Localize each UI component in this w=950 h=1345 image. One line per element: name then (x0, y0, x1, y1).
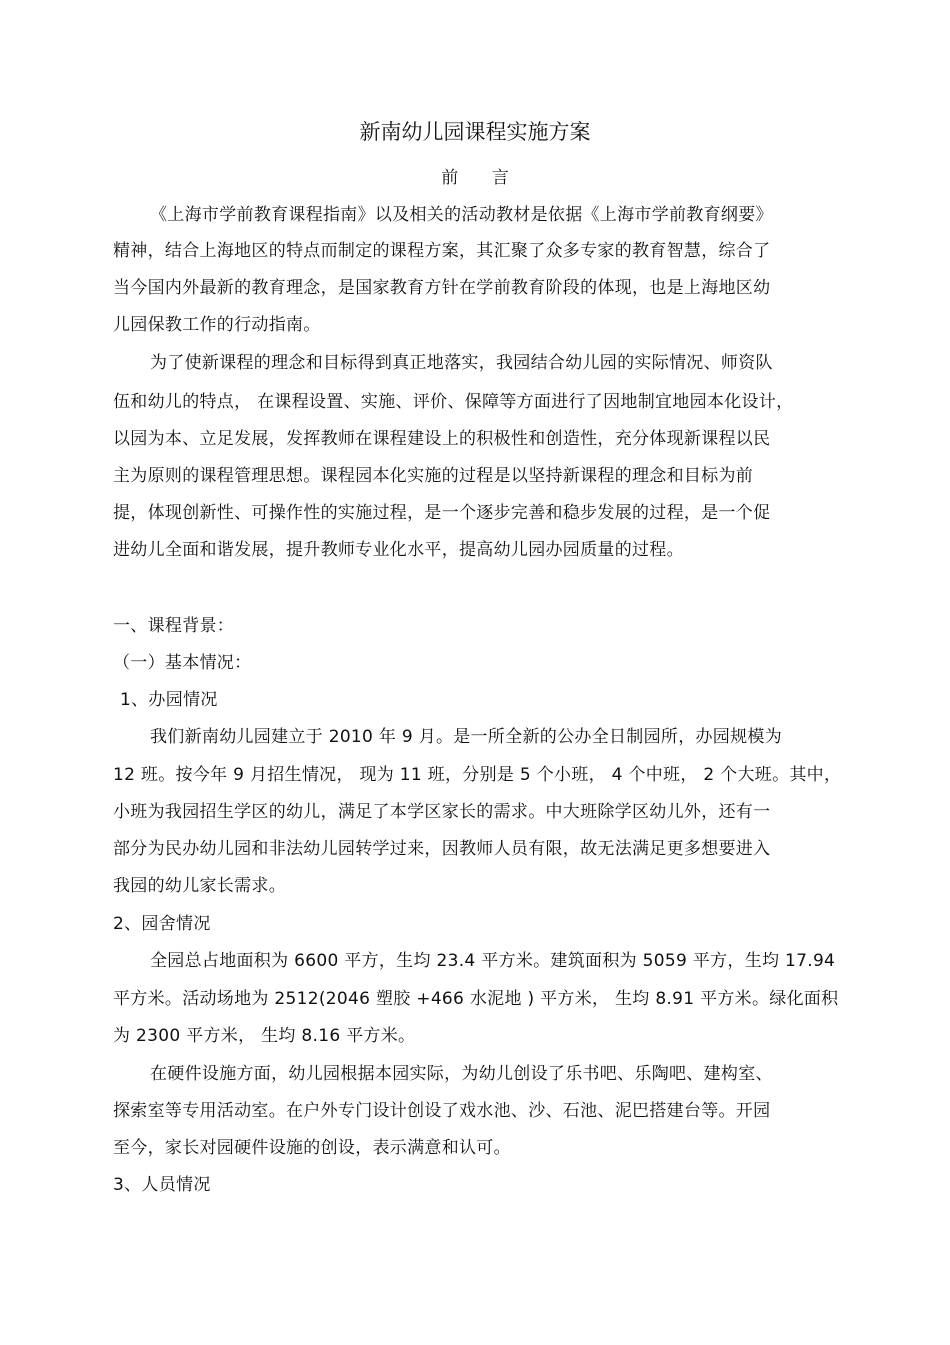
item-heading: 2、园舍情况 (113, 914, 211, 934)
paragraph-line: 12 班。按今年 9 月招生情况， 现为 11 班，分别是 5 个小班， 4 个中班， 2 个大班。其中， (113, 765, 842, 785)
item-heading: 1、办园情况 (120, 690, 218, 710)
paragraph-line: 在硬件设施方面，幼儿园根据本园实际，为幼儿创设了乐书吧、乐陶吧、建构室、 (150, 1064, 773, 1084)
paragraph-line: 精神，结合上海地区的特点而制定的课程方案，其汇聚了众多专家的教育智慧，综合了 (113, 241, 771, 261)
paragraph-line: 主为原则的课程管理思想。课程园本化实施的过程是以坚持新课程的理念和目标为前 (113, 466, 754, 486)
preface-heading: 前 言 (441, 168, 523, 188)
paragraph-line: 伍和幼儿的特点， 在课程设置、实施、评价、保障等方面进行了因地制宜地园本化设计， (113, 392, 794, 412)
paragraph-line: 至今，家长对园硬件设施的创设，表示满意和认可。 (113, 1138, 511, 1158)
paragraph-line: 《上海市学前教育课程指南》以及相关的活动教材是依据《上海市学前教育纲要》 (150, 205, 773, 225)
paragraph-line: 当今国内外最新的教育理念，是国家教育方针在学前教育阶段的体现，也是上海地区幼 (113, 278, 771, 298)
paragraph-line: 我们新南幼儿园建立于 2010 年 9 月。是一所全新的公办全日制园所，办园规模为 (150, 727, 782, 747)
paragraph-line: 探索室等专用活动室。在户外专门设计创设了戏水池、沙、石池、泥巴搭建台等。开园 (113, 1101, 771, 1121)
subsection-heading: （一）基本情况： (113, 653, 252, 673)
paragraph-line: 进幼儿全面和谐发展，提升教师专业化水平，提高幼儿园办园质量的过程。 (113, 540, 684, 560)
item-heading: 3、人员情况 (113, 1175, 211, 1195)
paragraph-line: 为 2300 平方米， 生均 8.16 平方米。 (113, 1026, 416, 1046)
paragraph-line: 小班为我园招生学区的幼儿，满足了本学区家长的需求。中大班除学区幼儿外，还有一 (113, 802, 771, 822)
paragraph-line: 提，体现创新性、可操作性的实施过程，是一个逐步完善和稳步发展的过程，是一个促 (113, 503, 771, 523)
paragraph-line: 部分为民办幼儿园和非法幼儿园转学过来，因教师人员有限，故无法满足更多想要进入 (113, 839, 771, 859)
document-title: 新南幼儿园课程实施方案 (359, 120, 591, 144)
paragraph-line: 全园总占地面积为 6600 平方，生均 23.4 平方米。建筑面积为 5059 平方，生均 17.94 (150, 951, 836, 971)
section-heading: 一、课程背景： (113, 616, 235, 636)
paragraph-line: 以园为本、立足发展，发挥教师在课程建设上的积极性和创造性，充分体现新课程以民 (113, 429, 771, 449)
paragraph-line: 为了使新课程的理念和目标得到真正地落实，我园结合幼儿园的实际情况、师资队 (150, 353, 773, 373)
paragraph-line: 我园的幼儿家长需求。 (113, 876, 286, 896)
paragraph-line: 平方米。活动场地为 2512(2046 塑胶 +466 水泥地 ) 平方米， 生均 8.91 平方米。绿化面积 (113, 989, 839, 1009)
paragraph-line: 儿园保教工作的行动指南。 (113, 315, 321, 335)
